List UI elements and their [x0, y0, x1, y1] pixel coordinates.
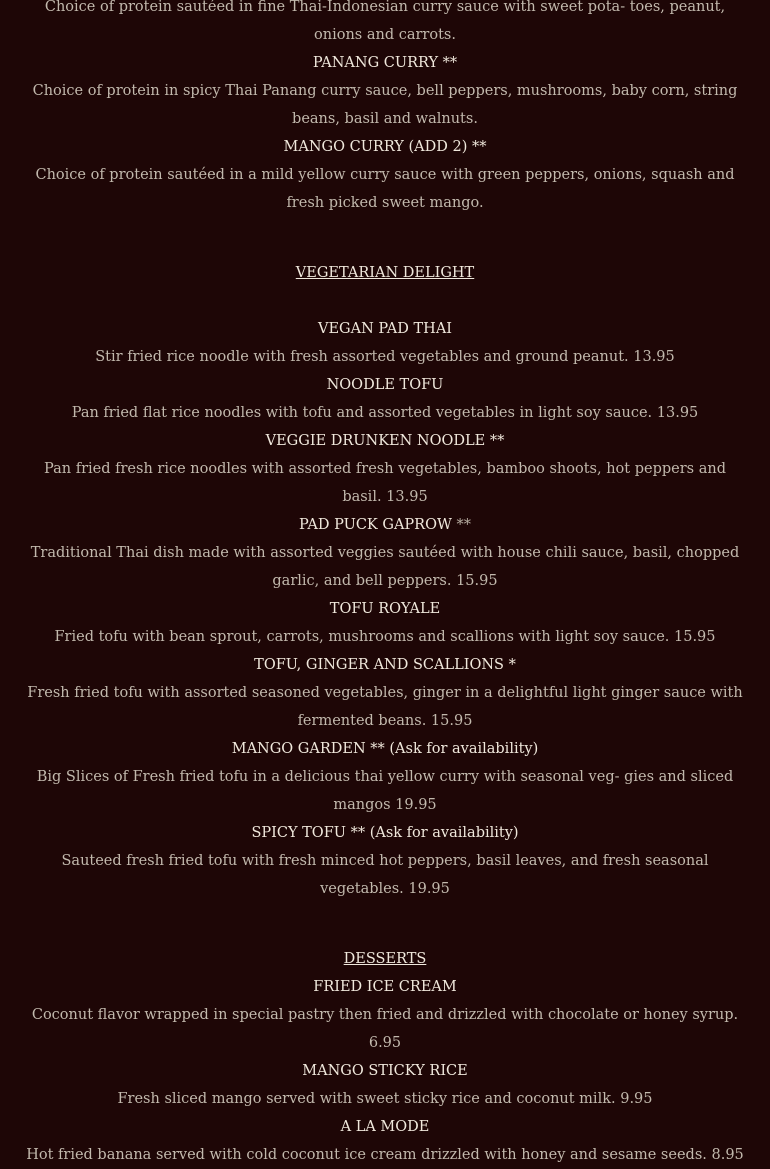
menu-item-description: Choice of protein sautéed in fine Thai-Indonesian curry sauce with sweet pota- toes, peanut, onions and carrots. [44, 0, 726, 43]
section-spacer [26, 217, 744, 259]
spacer-line [26, 287, 744, 315]
menu-item-description: Big Slices of Fresh fried tofu in a delicious thai yellow curry with seasonal veg- gies and sliced mangos 19.95 [36, 769, 734, 813]
menu-item-title: MANGO STICKY RICE [302, 1063, 468, 1079]
menu-item-title: MANGO GARDEN ** (Ask for availability) [231, 741, 539, 757]
menu-item-description: Stir fried rice noodle with fresh assorted vegetables and ground peanut. 13.95 [95, 349, 675, 365]
menu-item-description: Fresh fried tofu with assorted seasoned vegetables, ginger in a delightful light ginger sauce with fermented beans. 15.95 [27, 685, 743, 729]
menu-item-title: SPICY TOFU ** (Ask for availability) [251, 825, 519, 841]
menu-item-description: Fried tofu with bean sprout, carrots, mushrooms and scallions with light soy sauce. 15.95 [54, 629, 716, 645]
menu-item-description: Fresh sliced mango served with sweet sticky rice and coconut milk. 9.95 [117, 1091, 653, 1107]
menu-item-description: Choice of protein in spicy Thai Panang curry sauce, bell peppers, mushrooms, baby corn, string beans, basil and walnuts. [32, 83, 738, 127]
menu-item-title-text: PAD PUCK GAPROW [298, 517, 452, 533]
menu-item-description: Hot fried banana served with cold coconut ice cream drizzled with honey and sesame seeds. 8.95 [26, 1147, 744, 1163]
menu-item-title: TOFU ROYALE [329, 601, 441, 617]
section-heading-vegetarian: VEGETARIAN DELIGHT [295, 265, 475, 281]
menu-item-description: Pan fried flat rice noodles with tofu and assorted vegetables in light soy sauce. 13.95 [71, 405, 699, 421]
menu-item-description: Coconut flavor wrapped in special pastry then fried and drizzled with chocolate or honey syrup. 6.95 [31, 1007, 739, 1051]
menu-item-title: TOFU, GINGER AND SCALLIONS * [254, 657, 516, 673]
spice-stars: ** [451, 517, 472, 533]
menu-item-title [26, 511, 744, 539]
menu-item-description: Traditional Thai dish made with assorted veggies sautéed with house chili sauce, basil, chopped garlic, and bell peppers. 15.95 [30, 545, 740, 589]
menu-item-title: FRIED ICE CREAM [313, 979, 457, 995]
menu-item-title: A LA MODE [340, 1119, 430, 1135]
menu-item-title: PANANG CURRY ** [312, 55, 458, 71]
section-spacer [26, 903, 744, 945]
menu-item-title: MANGO CURRY (ADD 2) ** [283, 139, 487, 155]
menu-item-title: NOODLE TOFU [326, 377, 444, 393]
menu-item-title: VEGGIE DRUNKEN NOODLE ** [265, 433, 505, 449]
menu-item-description: Choice of protein sautéed in a mild yellow curry sauce with green peppers, onions, squash and fresh picked sweet mango. [35, 167, 735, 211]
menu-item-title: VEGAN PAD THAI [317, 321, 453, 337]
menu-item-description: Pan fried fresh rice noodles with assorted fresh vegetables, bamboo shoots, hot peppers and basil. 13.95 [44, 461, 726, 505]
menu-item-description: Sauteed fresh fried tofu with fresh minced hot peppers, basil leaves, and fresh seasonal vegetables. 19.95 [61, 853, 709, 897]
section-heading-desserts: DESSERTS [343, 951, 427, 967]
